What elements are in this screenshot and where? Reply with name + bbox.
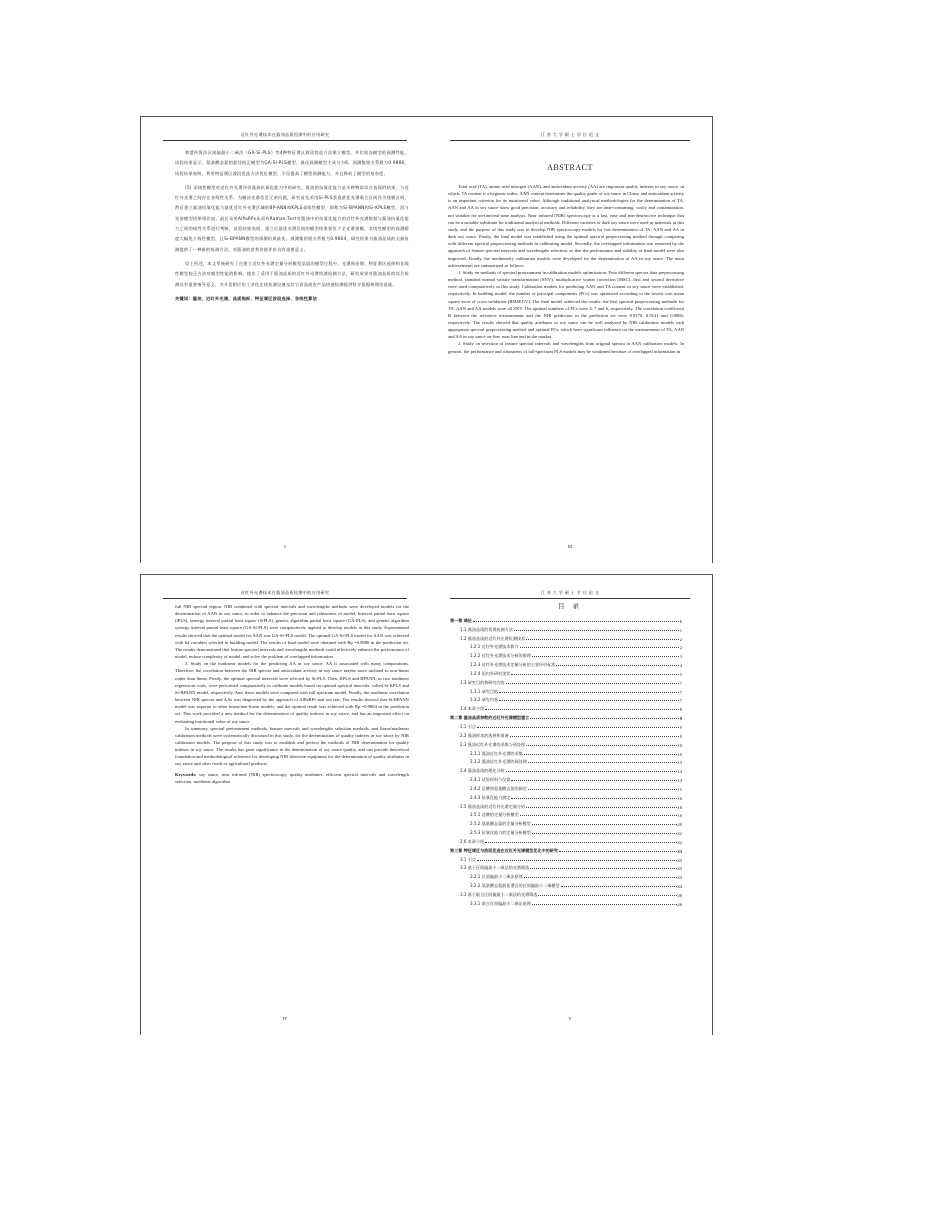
toc-entry-title: 2.3 酱油近红外光谱的采集与预处理 [460,741,526,747]
toc-entry-title: 1.2.1 近红外光谱技术简介 [470,644,519,650]
toc-entry-page: 7 [679,680,682,686]
toc-entry-title: 2.3.2 酱油近红外光谱的预处理 [470,759,527,765]
toc-entry [450,730,682,739]
toc-entry [450,898,682,907]
toc-leader-dots [559,851,677,852]
toc-entry-page: 10 [677,751,682,757]
toc-entry-page: 3 [679,654,682,660]
toc-entry-title: 2.6 本章小结 [460,838,485,844]
running-header: 江 苏 大 学 硕 士 学 位 论 文 [450,589,690,599]
toc-entry-title: 2.3.1 酱油近红外光谱的采集 [470,750,523,756]
keywords-label: Keywords: [175,771,197,777]
toc-entry-page: 5 [679,671,682,677]
toc-entry-title: 1.2.4 国内外研究现状 [470,670,511,676]
toc-entry-page: 23 [677,857,682,863]
toc-leader-dots [477,727,679,728]
toc-entry [450,721,682,730]
toc-entry-title: 3.2.2 氨基酸态氮最优谱区的区间偏最小二乘模型 [470,883,560,889]
english-abstract-body [448,183,684,355]
toc-leader-dots [532,824,677,825]
toc-title: 目 录 [557,602,583,610]
toc-entry [450,633,682,642]
toc-leader-dots [528,762,677,763]
paragraph: 3. Study on the nonlinear models for the predicting AA in soy sauce. AA is associated with many compositions. Therefore, the correlation between the NIR spectra and antioxidant activity in soy sauce maybe more inclined to non-linear rather than linear. Firstly, the optimal spectral intervals were selected by Si-PLS. Then, KPLS and BPANN, as two nonlinear regressions tools, were performed comparatively to calibrate models based on optimal spectral intervals, called Si-KPLS and Si-BPANN model, respectively. And, these models were compared with full spectrum model. Finally, the nonlinear correlation between NIR spectra and AAs was diagnosed by the approach of AlPaRPs and run test. The results showed that Si-BPANN model was superior to other linear/non-linear models, and the optimal result was achieved with Rp =0.9804 in the prediction set. This work provided a new method for the determination of quality indexes in soy sauce, and has an important effect on evaluating nutritional value of soy sauce. [175,661,409,724]
toc-leader-dots [524,754,677,755]
toc-leader-dots [499,700,679,701]
toc-entry-page: 10 [677,742,682,748]
toc-entry-page: 13 [677,760,682,766]
page-number: V [568,1016,572,1021]
toc-entry [450,871,682,880]
toc-entry-title: 2.4.1 试验材料与仪器 [470,777,511,783]
toc-leader-dots [528,789,677,790]
toc-entry-title: 3.3 基于联合区间偏最小二乘法的光谱筛选 [460,892,538,897]
toc-entry-page: 26 [677,901,682,907]
toc-entry-title: 3.2 基于区间偏最小二乘法的光谱筛选 [460,865,530,871]
toc-leader-dots [556,665,678,666]
toc-entry-title: 3.2.1 区间偏最小二乘法原理 [470,874,523,880]
toc-entry-title: 2.4 酱油品质的理化分析 [460,768,505,774]
toc-entry-page: 23 [677,866,682,872]
toc-entry-page: 16 [677,795,682,801]
toc-entry [450,783,682,792]
toc-entry [450,686,682,695]
toc-entry [450,854,682,863]
toc-entry-page: 4 [679,663,682,669]
toc-entry-page: 22 [677,839,682,845]
toc-entry [450,880,682,889]
toc-entry-page: 9 [679,724,682,730]
toc-entry-page: 24 [677,884,682,890]
toc-entry-page: 15 [677,786,682,792]
toc-leader-dots [473,621,679,622]
paragraph: 2. Study on selection of feature spectral intervals and wavelengths from original spectra in AAN calibration models. In general, the performance and robustness of full-spectrum PLS models may be weakened because of overlapped information in [448,341,684,354]
toc-entry [450,810,682,819]
toc-entry-title: 第一章 绪论 [450,617,472,623]
toc-leader-dots [520,815,677,816]
toc-entry [450,739,682,748]
toc-entry [450,624,682,633]
toc-entry-page: 7 [679,689,682,695]
toc-leader-dots [561,886,677,887]
toc-leader-dots [511,798,676,799]
toc-entry-title: 2.5.3 抗氧化能力的定量分析模型 [470,830,531,836]
toc-entry [450,695,682,704]
paragraph: full NIR spectral region. NIR combined with spectral intervals and wavelengths methods were developed models for the determination of AAN in soy sauce, in order to enhance the precision and robustness of model. Interval partial least square (iPLS), synergy interval partial least square (SiPLS), genetic algorithm partial least square (GA-PLS), and genetic algorithm synergy interval partial least square (GA-Si-PLS) were comparatively applied to develop models in this study. Experimental results showed that the optimal model for AAN was GA-Si-PLS model. The optimal GA-Si-PLS model for AAN was achieved with 64 variables selected in building model. The results of final model were obtained with Rp =0.9880 in the prediction set. The results demonstrated that feature spectral intervals and wavelengths methods could effectively enhance the performance of model, reduce complexity of model, and solve the problem of overlapped information. [175,604,409,660]
page-number: III [567,544,573,549]
toc-entry-title: 2.4.2 总酸和氨基酸态氮的测定 [470,785,527,791]
keywords [175,771,409,785]
toc-leader-dots [506,771,677,772]
toc-entry [450,712,682,721]
toc-entry-page: 7 [679,698,682,704]
toc-leader-dots [530,718,679,719]
toc-leader-dots [520,647,679,648]
page-english-abstract [428,116,713,563]
toc-leader-dots [477,860,677,861]
toc-entry-title: 第三章 特征谱区与波段优选在近红外光谱模型优化中的研究 [450,847,558,853]
page-number: IV [282,1016,288,1021]
toc-entry-title: 3.3.1 联合区间偏最小二乘法原理 [470,900,531,906]
paragraph: (5) 非线性模型对近红外光谱评价酱油抗氧化能力中的研究。酱油的抗氧化能力是多种物质综合表现的结果，与近红外光谱之间存在非线性关系。为解决光谱信息冗余问题，研究首先采用Si-PLS获选最佳光谱联合区间作为建模区间，然后建立酱油抗氧化能力最优近红外光谱区域的BP-ANN和KPLS非线性模型，即称为Si-BPANN和Si-KPLS模型，再与先前模型结果相比较，最后采用AlPaRPs从而有Raman Test对酱油中的抗氧化能力的近红外光谱数据与酱油抗氧化能力之间的线性关系进行判断，试验结果表明，建立近最优光谱区间的模型结果要优于全光谱建模，非线性模型的预测精度大幅优于线性模型，且Si-BPANN模型的预测结果最优。预测集的相关系数为0.9804，研究结果为酱油品质的无损检测提供了一种新的检测方法，对酱油的营养价值评价具有重要意义。 [175,184,409,252]
toc-entry-page: 23 [677,875,682,881]
toc-entry [450,650,682,659]
toc-entry-page: 20 [677,822,682,828]
chinese-abstract-body [175,148,409,304]
toc-entry [450,668,682,677]
paragraph: 综上所述，本文系统研究了在建立近红外光谱定量分析模型品质的模型过程中，光谱预处理、特征谱区选择和非线性模型校正方法对模型性能的影响。提出了适用于酱油品质的近红外光谱快速检测方法，研究成果对酱油品质的综合检测具有重要指导意义，为开发相应的工业化在线检测设备及其它食品或农产品快速检测提供科学依据和理论基础。 [175,260,409,287]
toc-entry-page: 2 [679,636,682,642]
toc-entry [450,748,682,757]
toc-entry-title: 1.3 研究目的和研究内容 [460,679,505,685]
page-english-abstract-continued [140,574,429,1035]
toc-leader-dots [514,630,679,631]
toc-leader-dots [485,709,679,710]
paragraph: In summary, spectral pretreatment methods, feature intervals and wavelengths selection methods, and linear/nonlinear calibration methods were systematically discussed in this study, for the determination of quality indexes in soy sauce by NIR calibration models. The purpose of this study was to establish and perfect the methods of NIR determination for quality indexes in soy sauce. The results has great significance in the determination of soy sauce quality, and can provide theoretical foundation and methodological reference for developing NIR detection equipment for the determination of quality attributes in soy sauce and other foods or agricultural products. [175,725,409,767]
toc-leader-dots [532,656,679,657]
table-of-contents [450,615,682,907]
toc-entry-title: 2.1 引言 [460,723,476,729]
toc-entry-page: 1 [679,618,682,624]
paragraph: 1. Study on methods of spectral pretreatment in calibration models optimization. Four different spectra data preprocessing method, standard normal variate transformation (SNV), multiplicative scatter correction (MSC), first and second derivative were used comparatively in this study. Calibration models for predicting AAN and TA content in soy sauce were established, respectively. In building model, the number of principal components (PCs) was optimized according to the lowest root mean square error of cross-validation (RMSECV). The final model achieved the results: the best spectral preprocessing methods for TA, AAN and AA models were all SNV. The optimal numbers of PCs were 4, 7 and 6, respectively. The correlation coefficient R between the reference measurement and the NIR prediction in the prediction set were 0.9170, 0.9141 and 0.8866, respectively. The results showed that quality attributes in soy sauce can be well analyzed by NIR calibration models with appropriate spectral preprocessing method and optimal PCs, which have significant influence on the measurement of TA, AAN and AA in soy sauce on-line, near line and in the market. [448,269,684,340]
toc-entry-page: 2 [679,645,682,651]
toc-entry-page: 14 [677,769,682,775]
toc-entry-page: 9 [679,733,682,739]
page-table-of-contents [428,574,713,1035]
keywords-text: soy sauce, near infrared (NIR) spectroscopy, quality attributes, efficient spectral intervals and wavelength selection, nonlinear algorithm [175,771,409,784]
toc-entry-page: 1 [679,627,682,633]
toc-entry-title: 2.5.2 氨基酸态氮的定量分析模型 [470,821,531,827]
toc-entry [450,792,682,801]
toc-entry-title: 3.1 引言 [460,856,476,862]
toc-entry-page: 8 [679,707,682,713]
toc-entry-page: 16 [677,804,682,810]
running-header: 近红外光谱技术在酱油品质检测中的应用研究 [163,589,407,599]
toc-leader-dots [526,807,676,808]
toc-entry [450,863,682,872]
toc-leader-dots [526,745,676,746]
toc-entry-page: 22 [677,831,682,837]
toc-entry [450,827,682,836]
toc-entry-title: 1.3.2 研究内容 [470,697,499,703]
toc-entry [450,677,682,686]
toc-leader-dots [510,736,679,737]
toc-entry-page: 14 [677,778,682,784]
toc-leader-dots [524,877,677,878]
toc-entry-title: 2.5.1 总酸的定量分析模型 [470,812,519,818]
toc-leader-dots [499,692,679,693]
toc-entry [450,703,682,712]
toc-entry-title: 1.1 酱油品质的常规检测方法 [460,626,513,632]
toc-entry-page: 16 [677,813,682,819]
toc-leader-dots [526,639,679,640]
running-header: 近红外光谱技术在酱油品质检测中的应用研究 [163,131,407,141]
paragraph: 和遗传算法区间偏最小二乘法（GA-Si-PLS）等4种特征谱区波段优选方法建立模型。并比较各模型的预测性能。试验结果显示，氨基酸态氮的最佳校正模型为GA-Si-PLS模型，最佳预测模型主成分为6。预测集相关系数为0.9880，试验结果表明，利用特征谱区波段优选方法优化模型，不仅提高了模型预测能力，并且降低了模型的复杂度。 [175,150,409,176]
toc-entry-title: 1.2 酱油品质的近红外光谱检测技术 [460,635,526,641]
toc-entry [450,659,682,668]
toc-entry [450,845,682,854]
toc-leader-dots [532,904,677,905]
toc-entry-title: 1.2.2 近红外光谱技术分析的原理 [470,653,531,659]
keywords: 关键词：酱油，近红外光谱，品质指标，特征谱区波段选择，非线性算法 [175,295,318,301]
toc-entry [450,642,682,651]
toc-leader-dots [511,780,676,781]
toc-entry [450,836,682,845]
toc-entry-title: 第二章 酱油品质参数的近红外光谱模型建立 [450,715,530,721]
toc-entry [450,801,682,810]
toc-leader-dots [530,868,676,869]
toc-leader-dots [485,842,676,843]
page-chinese-abstract [140,116,429,563]
toc-entry-title: 2.4.3 抗氧化能力测定 [470,794,511,800]
toc-entry [450,818,682,827]
toc-entry-title: 2.5 酱油品质的近红外光谱定量分析 [460,803,526,809]
paragraph: Total acid (TA), amino acid nitrogen (AAN), and antioxidant activity (AA) are important quality indexes in soy sauce, in which, TA content is a hygienic index; AAN content determines the quality grade of soy sauce in China; and antioxidant activity is an important criterion for its nutritional value. Although traditional analytical methodologies for the determination of TA, AAN and AA in soy sauce show good precision, accuracy and reliability, they are time-consuming, costly and contamination, not suitable for on-line/real-time analysis. Near infrared (NIR) spectroscopy is a fast, easy and non-destructive technique that can be a suitable substitute for traditional analytical methods. Different varieties of dark soy sauce were used as materials in this study, and the purpose of this study was to develop NIR spectroscopy models for fast determination of TA, AAN and AA in dark soy sauce. Firstly, the final model was established using the optimal spectral preprocessing method through comparing with different spectral preprocessing methods in calibrating model. Secondly, the overlapped information was removed by the approach of feature spectral intervals and wavelengths selection, so that the performance and stability of final model were also improved. Finally, the nonlinearity calibration models were developed for the determination of AA in soy sauce. The main achievements are summarized as follows: [448,184,684,268]
toc-entry-title: 1.2.3 近红外光谱技术定量分析的主要评价标准 [470,662,556,668]
abstract-title: ABSTRACT [547,163,593,172]
toc-entry [450,615,682,624]
toc-leader-dots [511,674,678,675]
toc-entry [450,757,682,766]
toc-entry-title: 2.2 酱油样本的选择和准备 [460,732,509,738]
toc-entry-page: 23 [677,848,682,854]
toc-entry-page: 9 [679,716,682,722]
toc-leader-dots [506,683,679,684]
toc-leader-dots [538,895,676,896]
toc-entry-title: 1.4 本章小结 [460,706,485,712]
toc-entry-title: 1.3.1 研究目的 [470,688,499,694]
running-header: 江 苏 大 学 硕 士 学 位 论 文 [450,131,690,141]
page-number: I [284,544,286,549]
toc-leader-dots [532,833,677,834]
english-abstract-body [175,603,409,785]
toc-entry [450,889,682,898]
toc-entry [450,774,682,783]
toc-entry-page: 26 [677,893,682,898]
toc-entry [450,765,682,774]
